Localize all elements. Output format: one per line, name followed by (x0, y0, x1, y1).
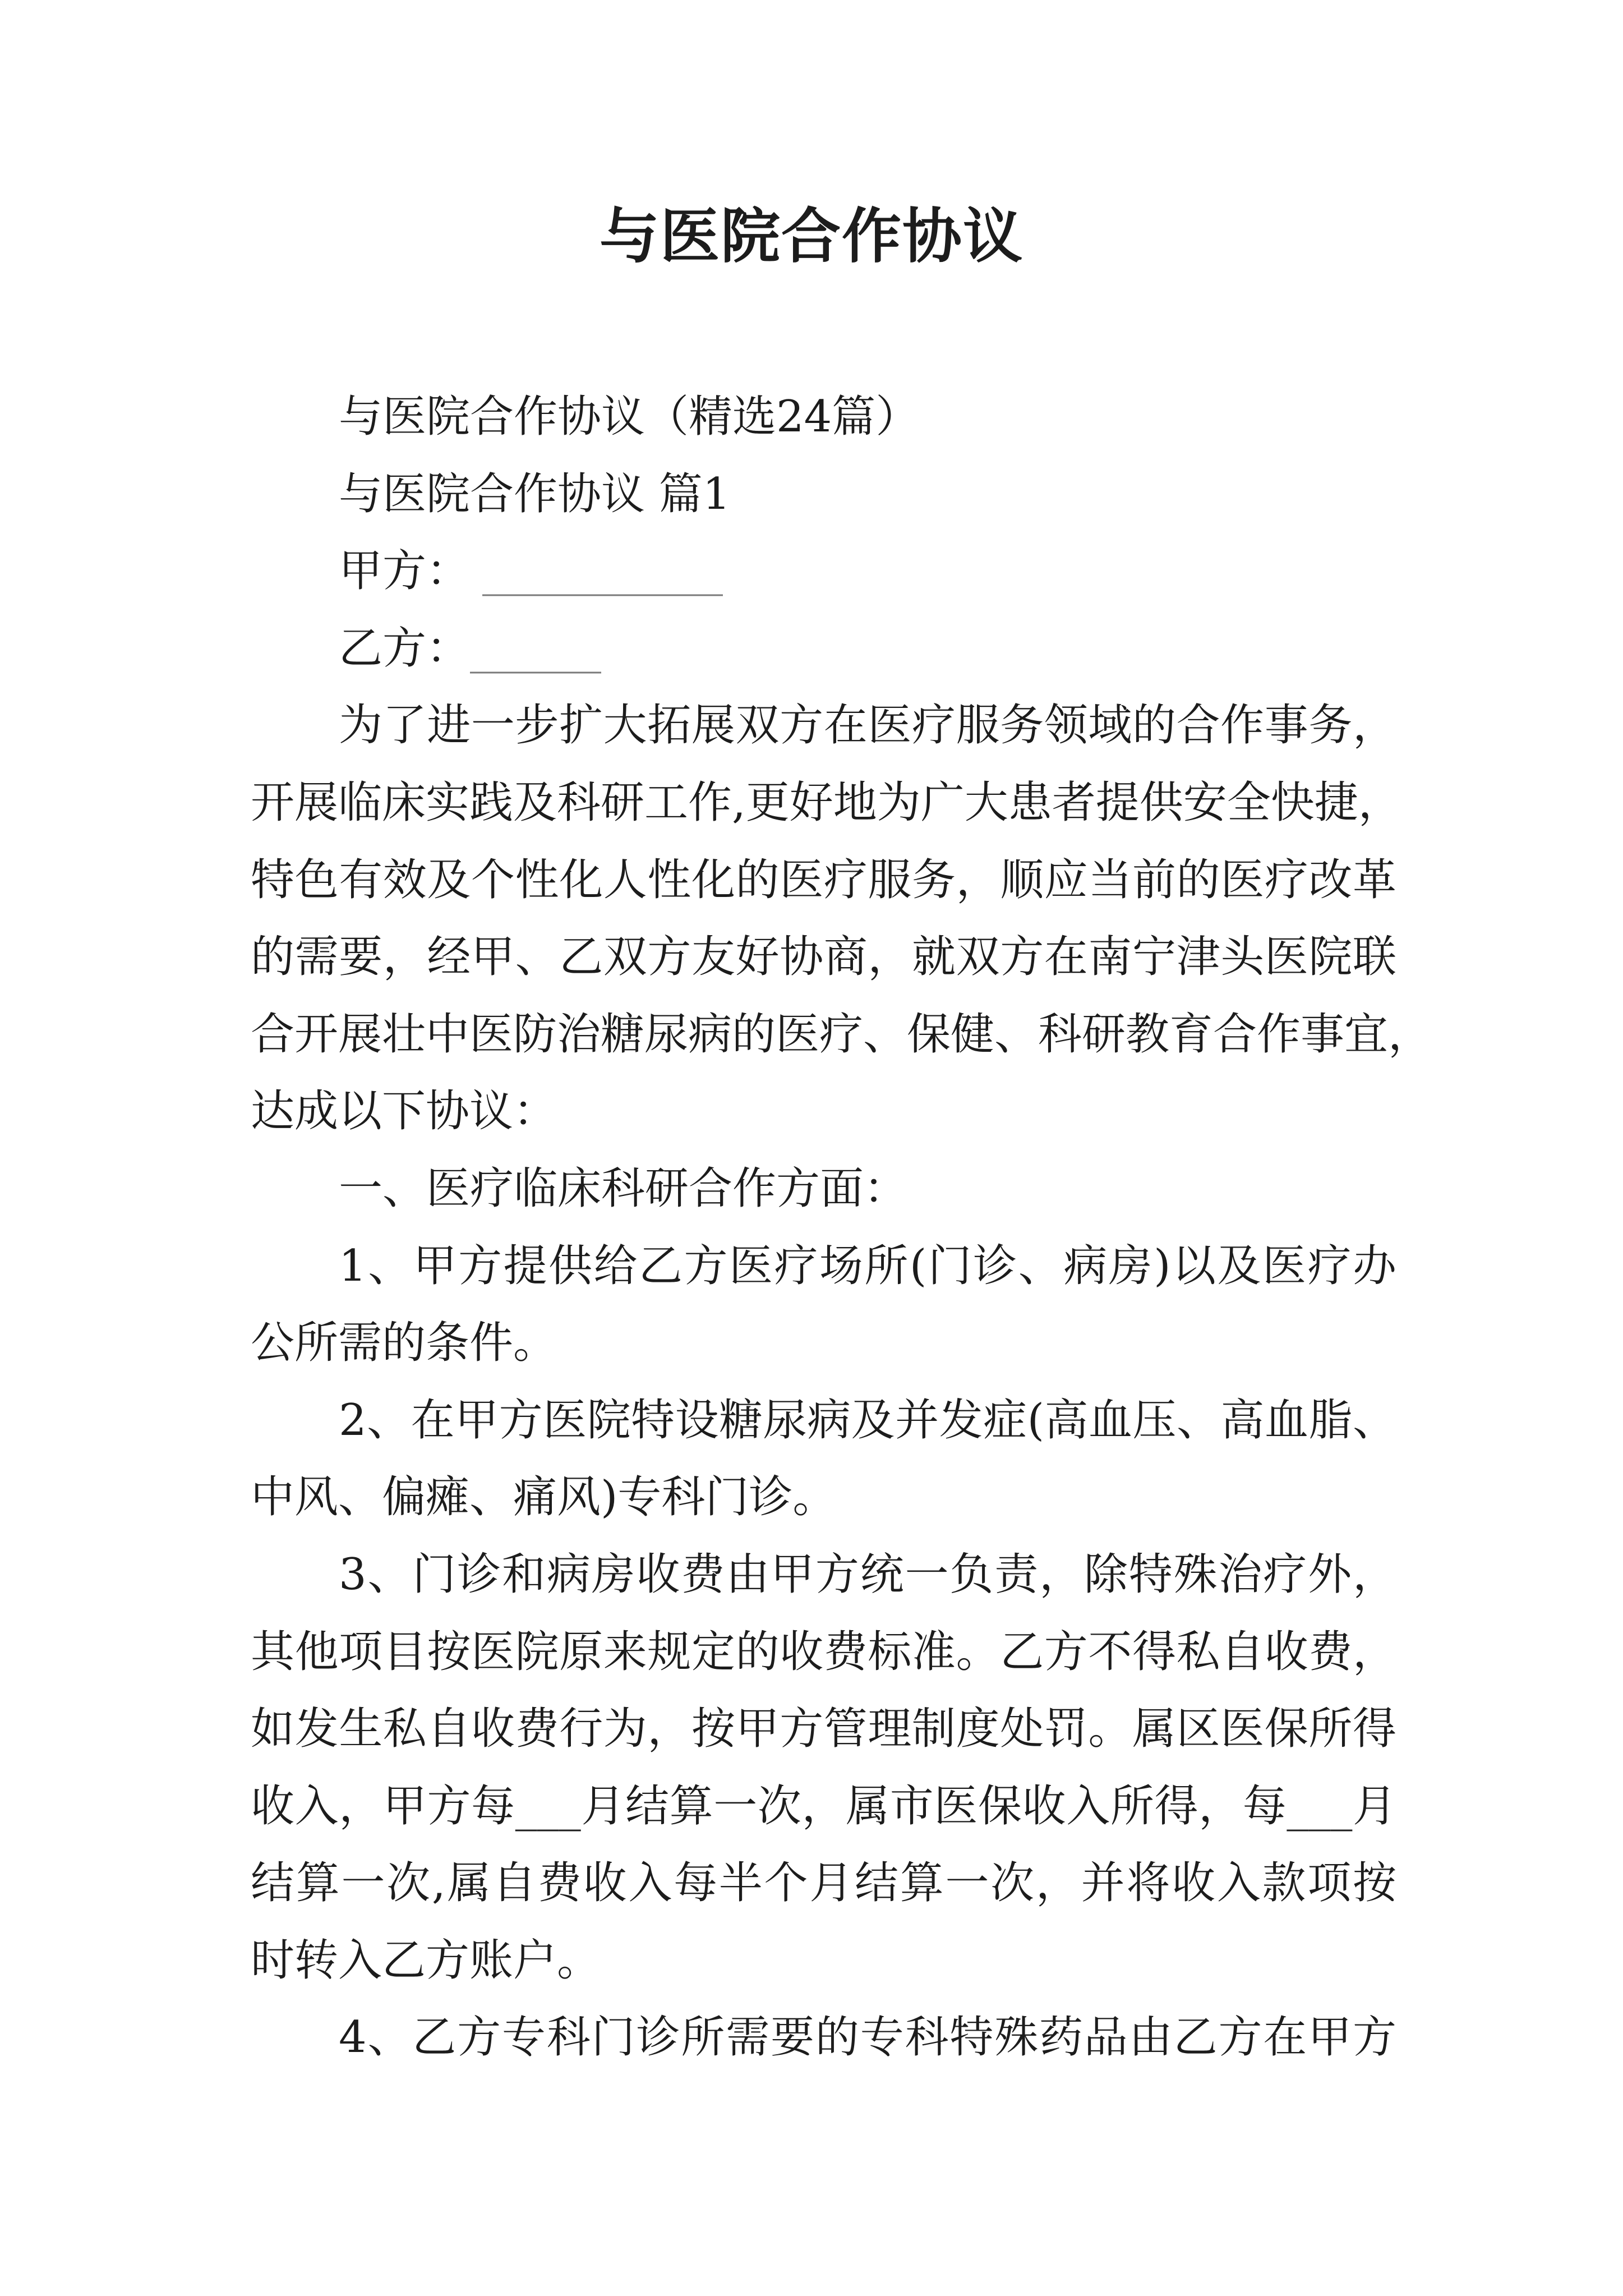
document-body (251, 379, 1432, 2077)
body-line: 开展临床实践及科研工作,更好地为广大患者提供安全快捷， (251, 777, 1402, 828)
paragraph-section-1 (251, 1151, 1396, 1228)
document-title: 与医院合作协议 (600, 201, 1023, 271)
body-line: 合开展壮中医防治糖尿病的医疗、保健、科研教育合作事宜， (251, 1009, 1432, 1060)
body-line: 如发生私自收费行为，按甲方管理制度处罚。属区医保所得 (251, 1704, 1396, 1755)
body-line: 1、甲方提供给乙方医疗场所(门诊、病房)以及医疗办 (339, 1240, 1396, 1291)
paragraph-clause-3 (251, 1536, 1396, 2000)
party-b-line (251, 610, 1396, 688)
section-title: 一、医疗临床科研合作方面： (339, 1163, 908, 1214)
body-line: 结算一次,属自费收入每半个月结算一次，并将收入款项按 (251, 1858, 1396, 1909)
body-line: 达成以下协议： (251, 1086, 557, 1137)
body-line: 的需要，经甲、乙双方友好协商，就双方在南宁津头医院联 (251, 932, 1396, 983)
paragraph-clause-1 (251, 1228, 1396, 1382)
body-line: 4、乙方专科门诊所需要的专科特殊药品由乙方在甲方 (339, 2012, 1396, 2063)
body-line: 中风、偏瘫、痛风)专科门诊。 (251, 1472, 837, 1523)
paragraph-intro (251, 687, 1432, 1151)
party-b-label: 乙方： (339, 623, 471, 674)
party-a-label: 甲方： (339, 546, 471, 597)
paragraph-clause-2 (251, 1382, 1396, 1536)
paragraph-clause-4 (251, 1999, 1396, 2077)
body-line: 2、在甲方医院特设糖尿病及并发症(高血压、高血脂、 (339, 1395, 1396, 1446)
party-b-blank: ______ (470, 623, 602, 674)
party-a-line (251, 533, 1396, 610)
document-subtitle: 与医院合作协议（精选24篇） (339, 392, 920, 442)
body-line: 为了进一步扩大拓展双方在医疗服务领域的合作事务， (339, 700, 1396, 751)
party-a-blank: ___________ (482, 546, 723, 597)
section-heading: 与医院合作协议 篇1 (339, 468, 731, 519)
body-line: 公所需的条件。 (251, 1318, 557, 1369)
body-line: 时转入乙方账户。 (251, 1935, 601, 1986)
body-line: 其他项目按医院原来规定的收费标准。乙方不得私自收费， (251, 1626, 1396, 1677)
body-line: 3、门诊和病房收费由甲方统一负责，除特殊治疗外， (339, 1549, 1396, 1600)
body-line: 收入，甲方每___月结算一次，属市医保收入所得，每___月 (251, 1780, 1396, 1832)
body-line: 特色有效及个性化人性化的医疗服务，顺应当前的医疗改革 (251, 854, 1396, 905)
